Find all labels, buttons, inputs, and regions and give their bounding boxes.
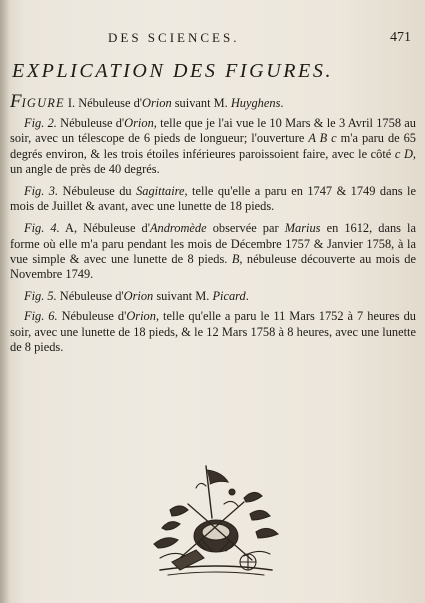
entry-name-italic: Orion [142,96,172,110]
entry-text: , un angle de près de 40 degrés. [10,146,417,176]
entry-figure-1 [10,91,416,112]
figure-label-initial: F [10,91,22,112]
entry-text: m'a paru de 65 degrés environ, & les trois étoiles inférieures paroissoient faire, avec le côté [10,131,416,161]
entry-text: A, Nébuleuse d' [59,221,150,236]
figure-explanations [10,91,417,362]
entry-name-italic: Huyghens [230,96,281,110]
figure-label-number: I. [64,96,76,110]
entry-figure-2 [10,116,416,177]
figure-label: Fig. 5. [24,289,57,304]
entry-name-italic: Orion [126,309,156,324]
entry-figure-3 [10,184,416,214]
entry-text: . [245,289,249,304]
figure-label: Fig. 4. [24,221,60,236]
entry-text: , telle qu'elle a paru en 1747 & 1749 dans le mois de Juillet & avant, avec une lunette de 18 pieds. [10,184,416,214]
running-title: DES SCIENCES. [108,30,240,45]
running-head [0,30,425,50]
entry-text: suivant M. [171,96,231,110]
entry-text: , nébuleuse découverte au mois de Novembre 1749. [10,251,417,282]
entry-name-italic: Marius [284,221,321,236]
engraved-vignette-icon [140,458,290,588]
entry-name-italic: B [231,251,240,266]
entry-text: en 1612, dans la forme où elle m'a paru pendant les mois de Décembre 1757 & Janvier 1758, à la vue simple & avec une lunette de 8 pieds. [10,221,417,266]
entry-name-italic: Sagittaire [136,184,185,199]
entry-name-italic: Orion [123,289,154,304]
entry-figure-4 [10,221,416,282]
entry-text: . [280,96,284,110]
entry-text: Nébuleuse d' [57,309,127,324]
entry-figure-6 [10,309,416,355]
entry-text: Nébuleuse d' [75,96,143,110]
entry-text: observée par [206,221,285,236]
gutter-shadow [0,0,10,603]
entry-name-italic: Andromède [149,221,207,236]
entry-text: Nébuleuse d' [56,289,124,304]
page-number: 471 [390,30,411,45]
entry-name-italic: A B c [308,131,337,146]
entry-text: suivant M. [153,289,213,304]
entry-text: Nébuleuse du [58,184,137,199]
figure-label: Fig. 6. [24,309,58,324]
entry-figure-5 [10,289,416,304]
figure-label: Fig. 2. [24,116,57,131]
entry-name-italic: Orion [124,116,154,131]
section-heading: EXPLICATION DES FIGURES. [12,60,334,82]
entry-text: , telle que je l'ai vue le 10 Mars & le 3 Avril 1758 au soir, avec un télescope de 6 pieds de longueur; l'ouverture [10,116,416,146]
entry-text: , telle qu'elle a paru le 11 Mars 1752 à 7 heures du soir, avec une lunette de 18 pieds, & le 12 Mars 1758 à 8 heures, avec une lunette de 8 pieds. [10,309,416,354]
figure-label: Fig. 3. [24,184,59,199]
figure-label-rest: IGURE [21,96,65,110]
entry-text: Nébuleuse d' [56,116,125,131]
entry-name-italic: Picard [212,289,246,304]
entry-name-italic: c D [394,146,413,161]
